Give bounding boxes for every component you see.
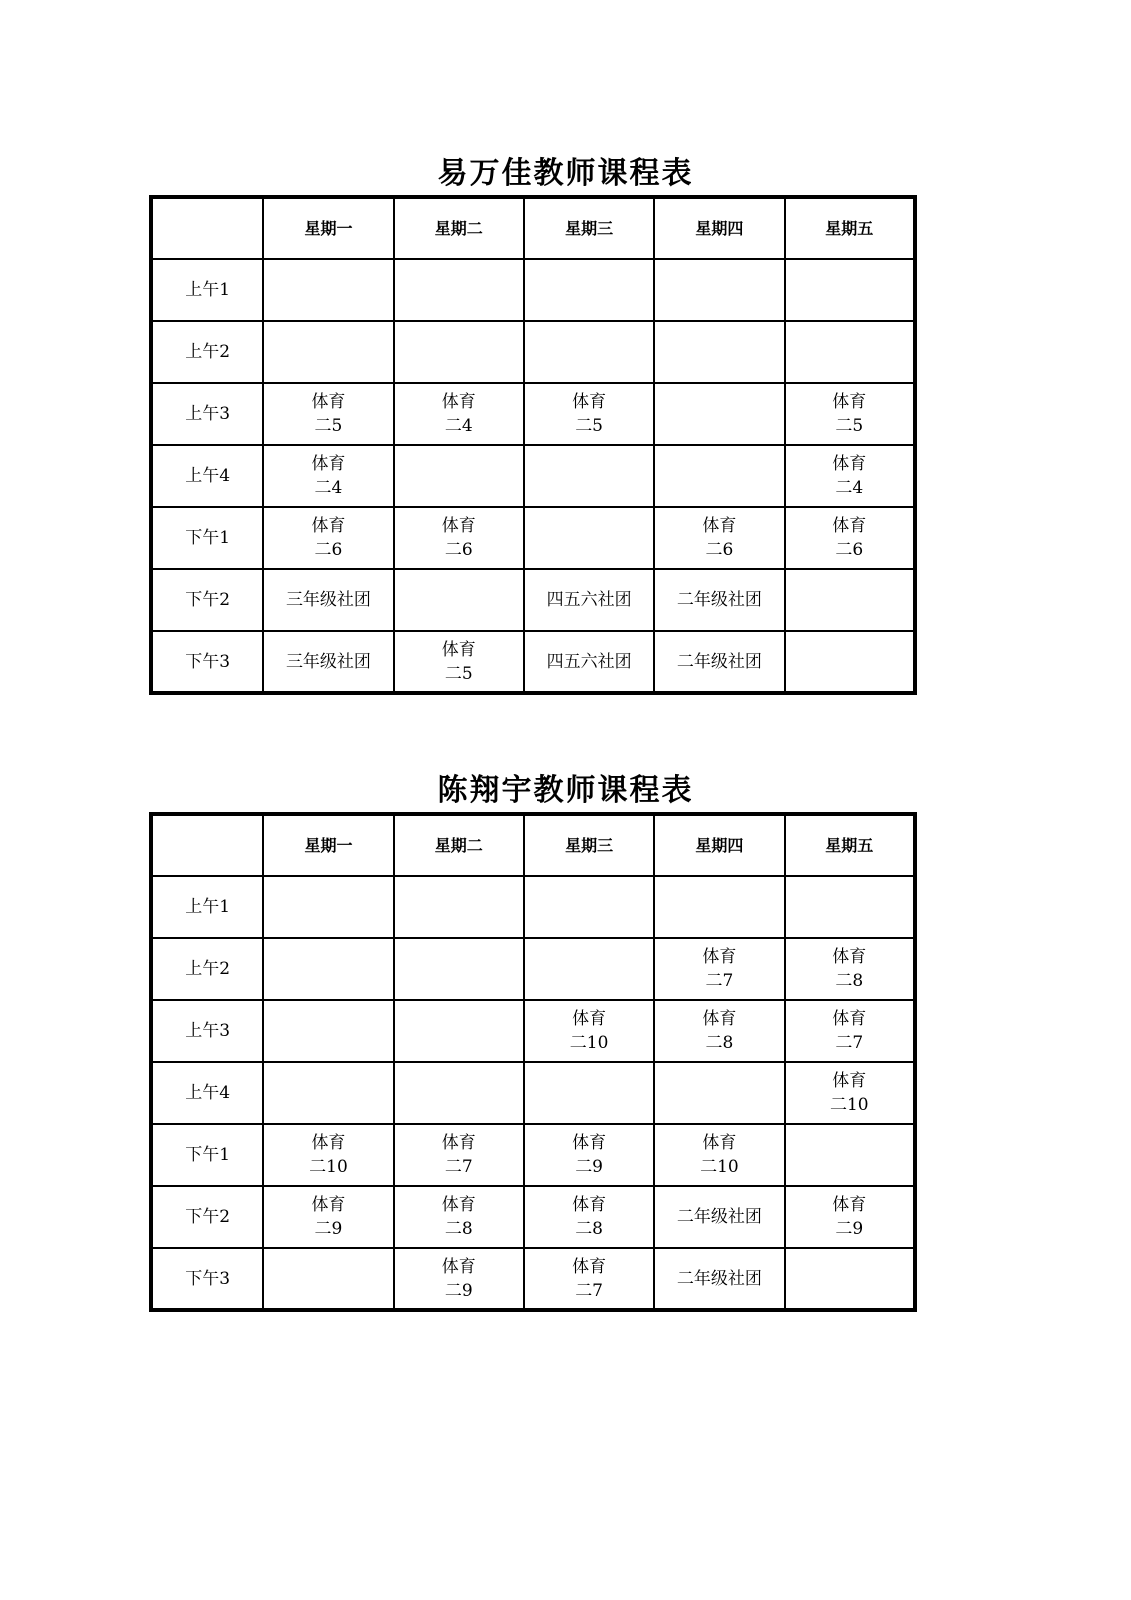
class-group: 二10 [700, 1157, 739, 1177]
class-cell [394, 1248, 524, 1310]
course-name: 体育 [441, 392, 476, 412]
class-group: 二6 [705, 540, 734, 560]
day-header: 星期一 [263, 814, 393, 876]
class-cell [785, 631, 915, 693]
class-cell [394, 631, 524, 693]
course-name: 三年级社团 [285, 651, 371, 672]
period-label: 下午2 [151, 1186, 263, 1248]
class-group: 二5 [314, 416, 343, 436]
class-cell [394, 445, 524, 507]
class-cell [654, 631, 784, 693]
class-cell [263, 321, 393, 383]
class-cell [263, 876, 393, 938]
class-group: 二5 [575, 416, 604, 436]
day-header: 星期三 [524, 197, 654, 259]
class-cell [785, 383, 915, 445]
class-cell [263, 1248, 393, 1310]
course-name: 体育 [832, 947, 867, 967]
course-name: 体育 [572, 1133, 607, 1153]
class-cell [785, 1186, 915, 1248]
period-label: 上午1 [151, 876, 263, 938]
class-group: 二8 [575, 1219, 604, 1239]
class-cell [394, 1062, 524, 1124]
class-cell [654, 321, 784, 383]
class-cell [394, 1000, 524, 1062]
class-cell [524, 1248, 654, 1310]
period-label: 上午3 [151, 383, 263, 445]
course-name: 二年级社团 [676, 651, 762, 672]
class-cell [785, 1248, 915, 1310]
class-cell [263, 1124, 393, 1186]
period-label: 下午2 [151, 569, 263, 631]
class-cell [263, 1000, 393, 1062]
class-group: 二4 [444, 416, 473, 436]
schedule-table [149, 195, 917, 695]
period-label: 上午1 [151, 259, 263, 321]
class-group: 二8 [835, 971, 864, 991]
course-name: 体育 [572, 1009, 607, 1029]
course-name: 二年级社团 [676, 1268, 762, 1289]
class-cell [394, 1124, 524, 1186]
class-cell [654, 1186, 784, 1248]
class-cell [785, 259, 915, 321]
day-header: 星期二 [394, 197, 524, 259]
class-group: 二10 [569, 1033, 609, 1053]
course-name: 体育 [832, 1009, 867, 1029]
class-cell [524, 1000, 654, 1062]
period-label: 上午4 [151, 445, 263, 507]
class-cell [654, 383, 784, 445]
class-group: 二9 [314, 1219, 343, 1239]
class-cell [785, 1000, 915, 1062]
class-cell [394, 321, 524, 383]
class-cell [263, 507, 393, 569]
period-row [151, 321, 915, 383]
header-row [151, 814, 915, 876]
course-name: 体育 [441, 1195, 476, 1215]
class-group: 二5 [444, 663, 473, 684]
class-cell [263, 938, 393, 1000]
class-cell [394, 507, 524, 569]
class-cell [785, 1124, 915, 1186]
day-header: 星期三 [524, 814, 654, 876]
class-cell [263, 631, 393, 693]
corner-cell [151, 814, 263, 876]
period-row [151, 569, 915, 631]
period-label: 上午2 [151, 321, 263, 383]
class-cell [785, 1062, 915, 1124]
class-cell [263, 569, 393, 631]
class-cell [654, 938, 784, 1000]
course-name: 体育 [832, 1071, 867, 1091]
course-name: 体育 [572, 1256, 607, 1277]
course-name: 体育 [441, 516, 476, 536]
class-group: 二7 [575, 1280, 604, 1301]
class-cell [785, 445, 915, 507]
period-label: 上午3 [151, 1000, 263, 1062]
class-cell [524, 876, 654, 938]
class-cell [654, 259, 784, 321]
course-name: 体育 [441, 639, 476, 660]
course-name: 体育 [311, 1133, 346, 1153]
course-name: 体育 [702, 947, 737, 967]
class-group: 二9 [444, 1280, 473, 1301]
class-cell [654, 1248, 784, 1310]
class-cell [394, 1186, 524, 1248]
course-name: 体育 [832, 392, 867, 412]
course-name: 四五六社团 [546, 651, 632, 672]
course-name: 二年级社团 [676, 590, 762, 610]
class-group: 二5 [835, 416, 864, 436]
course-name: 体育 [832, 516, 867, 536]
class-group: 二10 [309, 1157, 348, 1177]
period-row [151, 938, 915, 1000]
class-cell [524, 507, 654, 569]
period-label: 下午1 [151, 507, 263, 569]
class-group: 二8 [705, 1033, 734, 1053]
class-cell [263, 383, 393, 445]
course-name: 体育 [832, 454, 867, 474]
class-cell [524, 569, 654, 631]
class-cell [785, 321, 915, 383]
class-cell [654, 1062, 784, 1124]
course-name: 体育 [572, 1195, 607, 1215]
period-row [151, 383, 915, 445]
day-header: 星期二 [394, 814, 524, 876]
class-group: 二8 [444, 1219, 473, 1239]
day-header: 星期一 [263, 197, 393, 259]
class-group: 二9 [575, 1157, 604, 1177]
course-name: 体育 [311, 454, 346, 474]
class-cell [263, 1062, 393, 1124]
class-cell [654, 569, 784, 631]
class-cell [524, 938, 654, 1000]
course-name: 四五六社团 [546, 590, 632, 610]
class-group: 二6 [314, 540, 343, 560]
class-group: 二7 [444, 1157, 473, 1177]
course-name: 体育 [311, 516, 346, 536]
class-cell [654, 1124, 784, 1186]
class-cell [263, 445, 393, 507]
period-label: 上午2 [151, 938, 263, 1000]
class-cell [654, 876, 784, 938]
schedule-title: 易万佳教师课程表 [437, 156, 694, 191]
period-row [151, 1000, 915, 1062]
class-cell [394, 569, 524, 631]
schedule-table [149, 812, 917, 1312]
class-cell [524, 631, 654, 693]
class-cell [263, 259, 393, 321]
class-cell [394, 259, 524, 321]
class-cell [263, 1186, 393, 1248]
class-cell [524, 383, 654, 445]
class-cell [785, 507, 915, 569]
class-cell [654, 445, 784, 507]
class-group: 二4 [314, 478, 343, 498]
course-name: 体育 [311, 1195, 346, 1215]
class-cell [394, 938, 524, 1000]
class-group: 二6 [835, 540, 864, 560]
course-name: 体育 [441, 1256, 476, 1277]
period-label: 上午4 [151, 1062, 263, 1124]
class-cell [524, 259, 654, 321]
class-cell [785, 569, 915, 631]
course-name: 体育 [702, 1133, 737, 1153]
period-row [151, 1186, 915, 1248]
course-name: 三年级社团 [285, 590, 371, 610]
class-group: 二7 [835, 1033, 864, 1053]
course-name: 体育 [702, 516, 737, 536]
class-cell [654, 1000, 784, 1062]
class-cell [785, 876, 915, 938]
period-row [151, 1124, 915, 1186]
period-row [151, 1248, 915, 1310]
period-row [151, 445, 915, 507]
day-header: 星期四 [654, 197, 784, 259]
class-cell [394, 383, 524, 445]
class-cell [524, 1186, 654, 1248]
class-group: 二7 [705, 971, 734, 991]
class-cell [524, 1062, 654, 1124]
course-name: 体育 [441, 1133, 476, 1153]
course-name: 体育 [702, 1009, 737, 1029]
class-group: 二10 [829, 1095, 869, 1115]
course-name: 体育 [311, 392, 346, 412]
course-name: 体育 [832, 1195, 867, 1215]
period-label: 下午3 [151, 631, 263, 693]
class-cell [654, 507, 784, 569]
period-row [151, 259, 915, 321]
class-cell [524, 1124, 654, 1186]
period-row [151, 1062, 915, 1124]
header-row [151, 197, 915, 259]
class-group: 二4 [835, 478, 864, 498]
period-label: 下午3 [151, 1248, 263, 1310]
schedule-title: 陈翔宇教师课程表 [437, 773, 694, 808]
period-row [151, 631, 915, 693]
class-cell [524, 321, 654, 383]
course-name: 体育 [572, 392, 607, 412]
day-header: 星期四 [654, 814, 784, 876]
class-cell [394, 876, 524, 938]
corner-cell [151, 197, 263, 259]
period-row [151, 876, 915, 938]
course-name: 二年级社团 [676, 1207, 762, 1227]
class-cell [785, 938, 915, 1000]
period-row [151, 507, 915, 569]
day-header: 星期五 [785, 814, 915, 876]
class-group: 二6 [444, 540, 473, 560]
period-label: 下午1 [151, 1124, 263, 1186]
day-header: 星期五 [785, 197, 915, 259]
class-cell [524, 445, 654, 507]
class-group: 二9 [835, 1219, 864, 1239]
